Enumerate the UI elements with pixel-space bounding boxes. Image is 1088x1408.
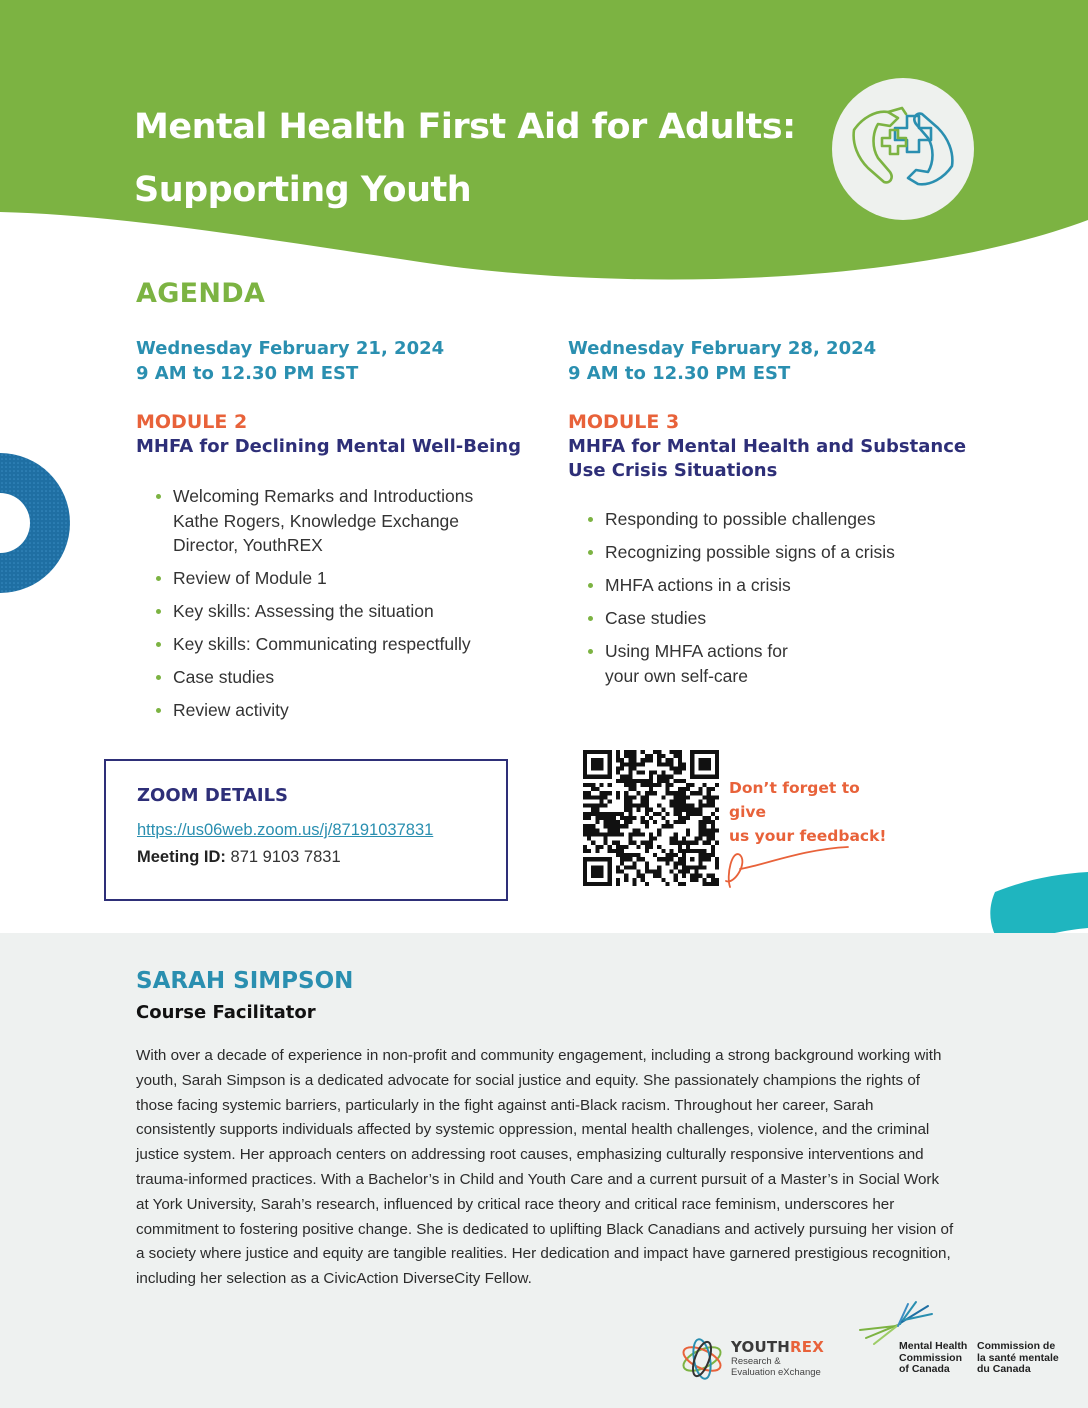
session-time: 9 AM to 12.30 PM EST	[136, 363, 359, 384]
zoom-link[interactable]: https://us06web.zoom.us/j/87191037831	[137, 821, 434, 839]
list-item: Key skills: Communicating respectfully	[153, 632, 543, 657]
agenda-list-right	[585, 507, 965, 697]
zoom-title: ZOOM DETAILS	[137, 785, 289, 806]
list-item: MHFA actions in a crisis	[585, 573, 965, 598]
decorative-squiggle	[724, 835, 854, 895]
list-item: Recognizing possible signs of a crisis	[585, 540, 965, 565]
list-item: Key skills: Assessing the situation	[153, 599, 543, 624]
module-label: MODULE 2	[136, 411, 248, 433]
zoom-details-box	[104, 759, 508, 901]
agenda-heading: AGENDA	[136, 278, 266, 309]
feedback-line1: Don’t forget to give	[729, 779, 860, 821]
list-item: Review of Module 1	[153, 566, 543, 591]
youthrex-wordmark	[731, 1338, 824, 1378]
mhcc-en-line2: Commission	[899, 1351, 963, 1364]
youthrex-sub1: Research &	[731, 1356, 781, 1367]
list-item: Responding to possible challenges	[585, 507, 965, 532]
list-item: Using MHFA actions for your own self-care	[585, 639, 815, 688]
module-title-line2: Use Crisis Situations	[568, 460, 778, 481]
meeting-id	[137, 848, 341, 867]
page-title-line2: Supporting Youth	[134, 170, 472, 210]
module-label: MODULE 3	[568, 411, 680, 433]
mhcc-fr-line3: du Canada	[977, 1363, 1031, 1375]
youthrex-logo	[678, 1336, 726, 1382]
agenda-list-left	[153, 484, 543, 731]
list-item: Case studies	[153, 665, 543, 690]
decorative-arc	[0, 453, 74, 593]
facilitator-bio: With over a decade of experience in non-profit and community engagement, including a strong background working with youth, Sarah Simpson is a dedicated advocate for social justice and equity. She passionately champions the rights of those facing systemic barriers, particularly in the fight against anti-Black racism. Throughout her career, Sarah consistently supports individuals affected by systemic oppression, mental health challenges, violence, and the criminal justice system. Her approach centers on addressing root causes, emphasizing culturally responsive interventions and trauma-informed practices. With a Bachelor’s in Child and Youth Care and a current pursuit of a Master’s in Social Work at York University, Sarah’s research, influenced by critical race theory and critical race feminism, underscores her commitment to fostering positive change. She is dedicated to uplifting Black Canadians and actively pursuing her vision of a society where justice and equity are tangible realities. Her dedication and impact have garnered prestigious recognition, including her selection as a CivicAction DiverseCity Fellow.	[136, 1047, 954, 1288]
qr-code[interactable]	[583, 750, 719, 886]
feedback-line2: us your feedback!	[729, 827, 887, 845]
mhcc-name-english	[899, 1341, 967, 1376]
helping-hands-cross-icon	[832, 78, 974, 220]
meeting-id-label: Meeting ID:	[137, 848, 226, 866]
facilitator-name: SARAH SIMPSON	[136, 968, 354, 994]
list-item: Review activity	[153, 698, 543, 723]
youthrex-name-a: YOUTH	[731, 1338, 791, 1356]
mhcc-fr-line2: la santé mentale	[977, 1351, 1059, 1364]
youthrex-name	[731, 1338, 824, 1356]
mhcc-en-line3: of Canada	[899, 1363, 950, 1375]
mhcc-name-french	[977, 1341, 1059, 1376]
facilitator-role: Course Facilitator	[136, 1002, 316, 1023]
list-item: Case studies	[585, 606, 965, 631]
page-title	[134, 96, 834, 222]
session-column-right	[568, 336, 968, 483]
page-title-line1: Mental Health First Aid for Adults:	[134, 107, 796, 147]
session-date: Wednesday February 21, 2024	[136, 338, 445, 359]
mhcc-fr-line1: Commission de	[977, 1340, 1056, 1352]
youthrex-sub2: Evaluation eXchange	[731, 1367, 821, 1378]
session-time: 9 AM to 12.30 PM EST	[568, 363, 791, 384]
list-item: Welcoming Remarks and Introductions Kathe Rogers, Knowledge Exchange Director, YouthREX	[153, 484, 543, 558]
mhcc-en-line1: Mental Health	[899, 1340, 968, 1352]
session-column-left	[136, 336, 546, 459]
module-title: MHFA for Mental Health and Substance	[568, 436, 967, 457]
session-date: Wednesday February 28, 2024	[568, 338, 877, 359]
module-title: MHFA for Declining Mental Well-Being	[136, 436, 522, 457]
youthrex-name-b: REX	[790, 1338, 825, 1356]
meeting-id-value: 871 9103 7831	[230, 848, 341, 866]
